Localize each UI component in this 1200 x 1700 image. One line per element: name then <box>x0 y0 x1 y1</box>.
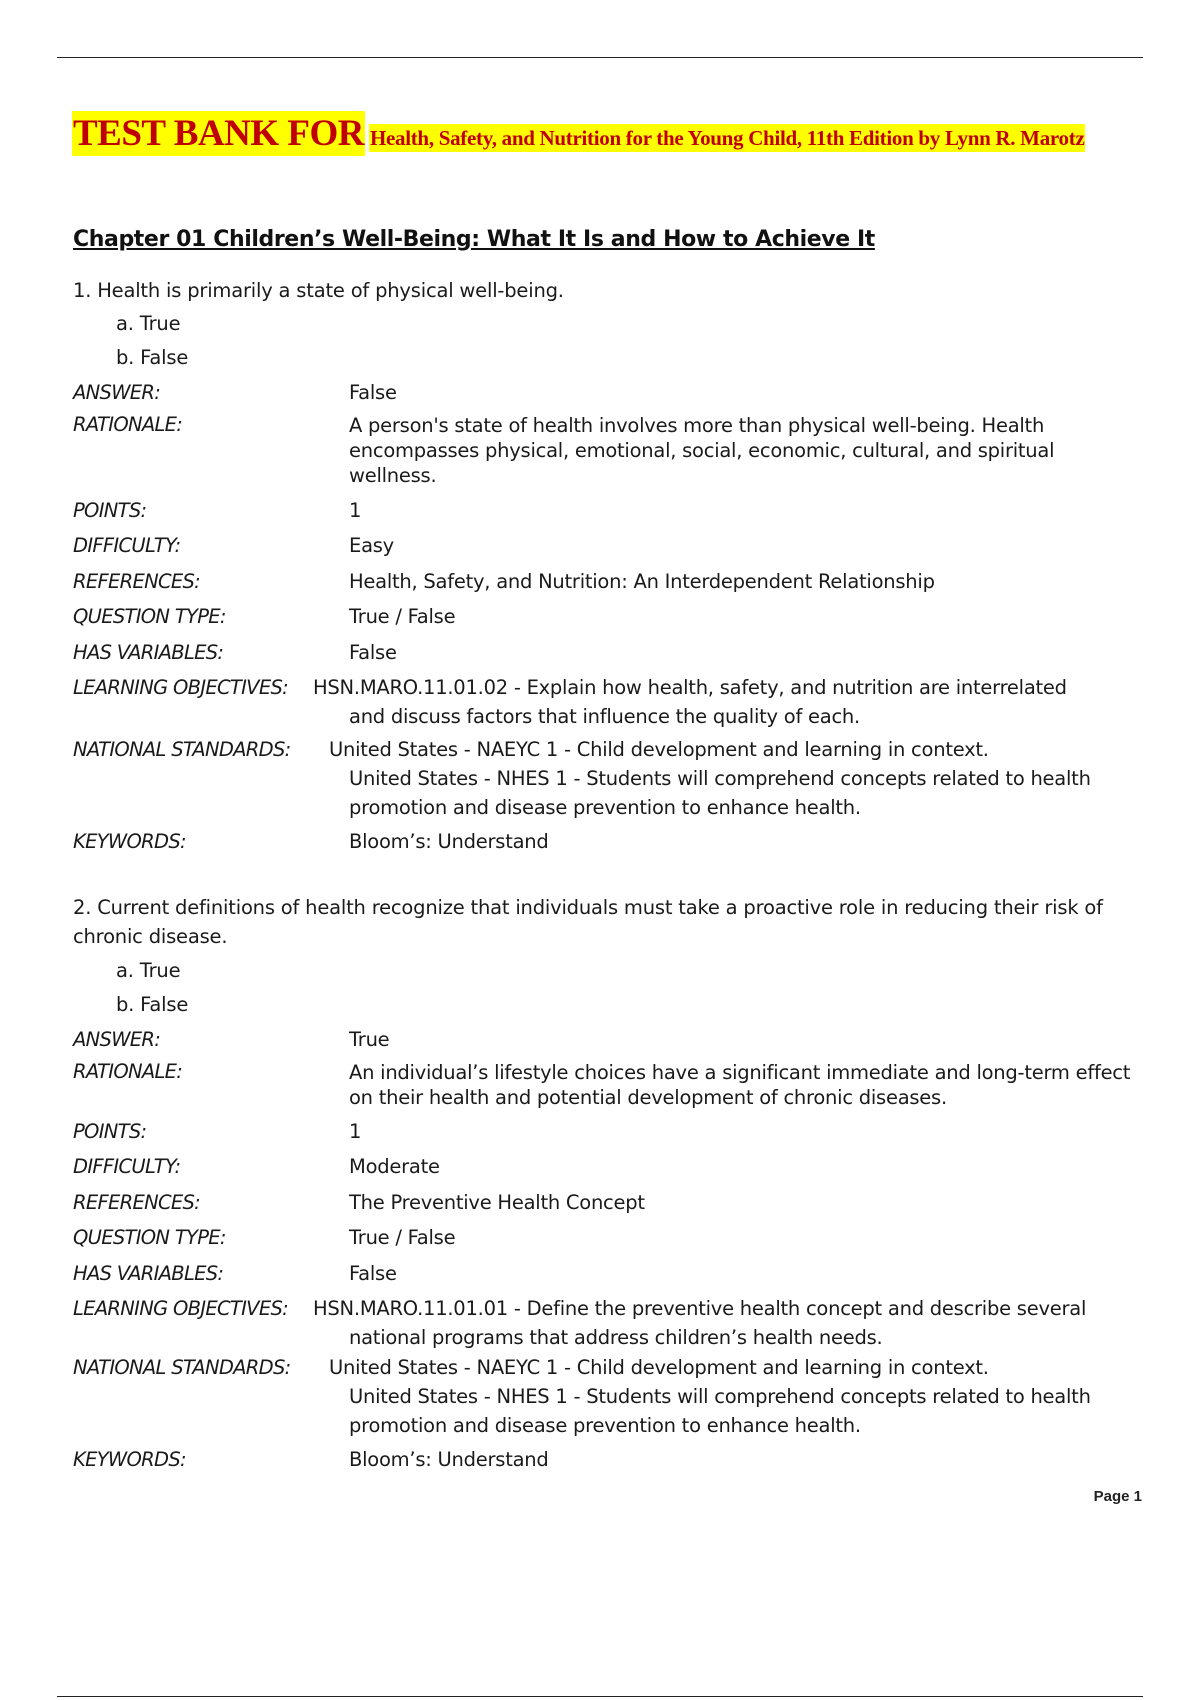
difficulty-value: Easy <box>349 534 394 557</box>
national-standards-label: NATIONAL STANDARDS: <box>73 1356 291 1379</box>
bottom-rule <box>57 1696 1143 1697</box>
learning-objectives-line: HSN.MARO.11.01.02 - Explain how health, safety, and nutrition are interrelated <box>313 676 1067 699</box>
answer-label: ANSWER: <box>73 381 161 404</box>
answer-value: False <box>349 381 397 404</box>
points-value: 1 <box>349 1120 362 1143</box>
points-label: POINTS: <box>73 499 147 522</box>
document-banner <box>72 113 1155 157</box>
answer-value: True <box>349 1028 390 1051</box>
has-variables-value: False <box>349 641 397 664</box>
points-value: 1 <box>349 499 362 522</box>
learning-objectives-line: HSN.MARO.11.01.01 - Define the preventive health concept and describe several <box>313 1297 1087 1320</box>
has-variables-label: HAS VARIABLES: <box>73 641 224 664</box>
keywords-value: Bloom’s: Understand <box>349 830 549 853</box>
learning-objectives-label: LEARNING OBJECTIVES: <box>73 1297 288 1320</box>
rationale-label: RATIONALE: <box>73 413 183 436</box>
choice-b: b. False <box>116 346 189 369</box>
banner-title: Health, Safety, and Nutrition for the Young Child, 11th Edition by Lynn R. Marotz <box>369 126 1085 150</box>
chapter-title: Chapter 01 Children’s Well-Being: What It Is and How to Achieve It <box>73 227 875 252</box>
references-value: Health, Safety, and Nutrition: An Interdependent Relationship <box>349 570 935 593</box>
national-standards-label: NATIONAL STANDARDS: <box>73 738 291 761</box>
question-text: 1. Health is primarily a state of physical well-being. <box>73 279 564 302</box>
references-label: REFERENCES: <box>73 570 201 593</box>
keywords-value: Bloom’s: Understand <box>349 1448 549 1471</box>
points-label: POINTS: <box>73 1120 147 1143</box>
learning-objectives-label: LEARNING OBJECTIVES: <box>73 676 288 699</box>
rationale-value: An individual’s lifestyle choices have a significant immediate and long-term effect on their health and potential development of chronic diseases. <box>349 1061 1131 1109</box>
question-text: 2. Current definitions of health recognize that individuals must take a proactive role in reducing their risk of chronic disease. <box>73 896 1103 948</box>
choice-a: a. True <box>116 312 181 335</box>
references-label: REFERENCES: <box>73 1191 201 1214</box>
difficulty-label: DIFFICULTY: <box>73 534 181 557</box>
rationale-label: RATIONALE: <box>73 1060 183 1083</box>
question-type-label: QUESTION TYPE: <box>73 605 226 628</box>
difficulty-value: Moderate <box>349 1155 440 1178</box>
national-standards-line: United States - NHES 1 - Students will comprehend concepts related to health <box>349 767 1091 790</box>
difficulty-label: DIFFICULTY: <box>73 1155 181 1178</box>
banner-prefix: TEST BANK FOR <box>73 113 364 154</box>
national-standards-line: promotion and disease prevention to enhance health. <box>349 1414 861 1437</box>
national-standards-line: United States - NHES 1 - Students will comprehend concepts related to health <box>349 1385 1091 1408</box>
keywords-label: KEYWORDS: <box>73 830 186 853</box>
learning-objectives-line: and discuss factors that influence the quality of each. <box>349 705 860 728</box>
choice-b: b. False <box>116 993 189 1016</box>
top-rule <box>57 57 1143 58</box>
national-standards-line: United States - NAEYC 1 - Child development and learning in context. <box>329 1356 989 1379</box>
page-number: Page 1 <box>1093 1488 1142 1505</box>
has-variables-label: HAS VARIABLES: <box>73 1262 224 1285</box>
question-type-value: True / False <box>349 605 456 628</box>
question-type-label: QUESTION TYPE: <box>73 1226 226 1249</box>
answer-label: ANSWER: <box>73 1028 161 1051</box>
keywords-label: KEYWORDS: <box>73 1448 186 1471</box>
learning-objectives-line: national programs that address children’s health needs. <box>349 1326 883 1349</box>
national-standards-line: promotion and disease prevention to enhance health. <box>349 796 861 819</box>
references-value: The Preventive Health Concept <box>349 1191 645 1214</box>
choice-a: a. True <box>116 959 181 982</box>
national-standards-line: United States - NAEYC 1 - Child development and learning in context. <box>329 738 989 761</box>
has-variables-value: False <box>349 1262 397 1285</box>
question-type-value: True / False <box>349 1226 456 1249</box>
rationale-value: A person's state of health involves more than physical well-being. Health encompasses physical, emotional, social, economic, cultural, and spiritual wellness. <box>349 414 1055 487</box>
